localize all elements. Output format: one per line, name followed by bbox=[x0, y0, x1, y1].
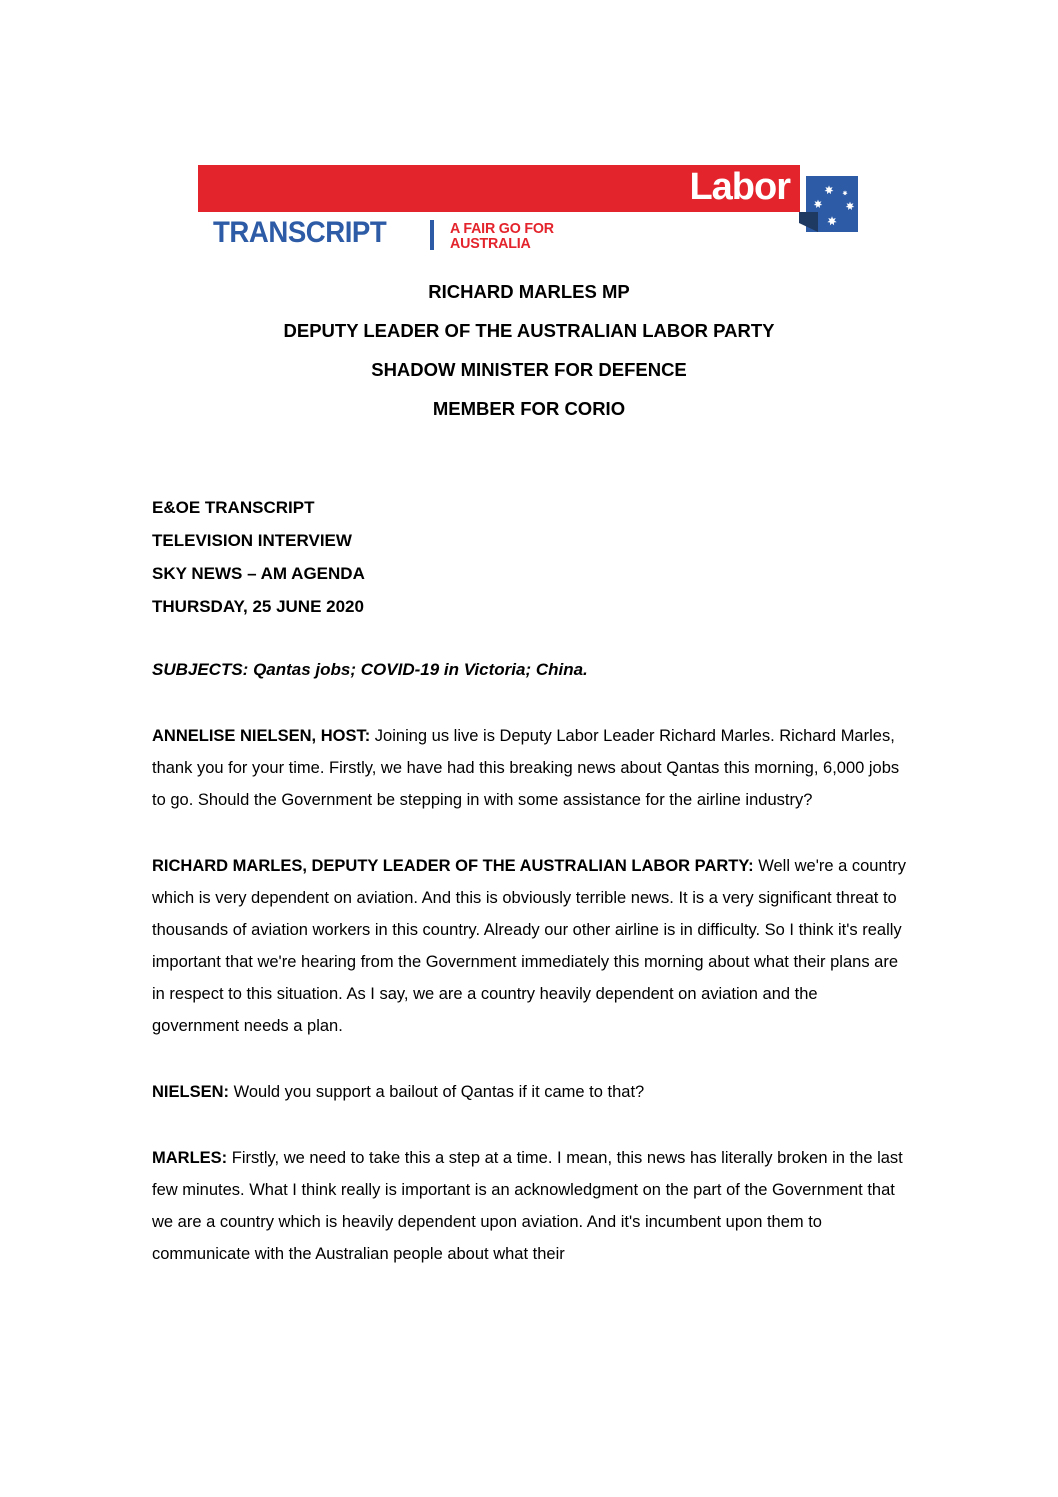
speaker-label: NIELSEN: bbox=[152, 1083, 230, 1101]
speech-text: Well we're a country which is very dependent on aviation. And this is obviously terrible news. It is a very significant threat to thousands of aviation workers in this country. Already our other airline is in difficulty. So I think it's really important that we're hearing from the Government immediately this morning about what their plans are in respect to this situation. As I say, we are a country heavily dependent on aviation and the government needs a plan. bbox=[152, 857, 906, 1035]
transcript-wordmark: TRANSCRIPT bbox=[213, 216, 387, 249]
meta-line-date: THURSDAY, 25 JUNE 2020 bbox=[152, 597, 364, 616]
meta-line-eoe: E&OE TRANSCRIPT bbox=[152, 498, 315, 517]
meta-block bbox=[152, 491, 906, 623]
speaker-label: RICHARD MARLES, DEPUTY LEADER OF THE AUSTRALIAN LABOR PARTY: bbox=[152, 857, 754, 875]
speech-text: Would you support a bailout of Qantas if it came to that? bbox=[233, 1083, 645, 1101]
title-line-role-1: DEPUTY LEADER OF THE AUSTRALIAN LABOR PARTY bbox=[283, 320, 775, 341]
meta-line-program: SKY NEWS – AM AGENDA bbox=[152, 564, 365, 583]
title-line-name: RICHARD MARLES MP bbox=[428, 281, 630, 302]
speaker-label: ANNELISE NIELSEN, HOST: bbox=[152, 727, 371, 745]
tagline-line-2: AUSTRALIA bbox=[450, 235, 531, 252]
labor-wordmark: Labor bbox=[689, 166, 790, 208]
speaker-label: MARLES: bbox=[152, 1149, 228, 1167]
tagline-line-1: A FAIR GO FOR bbox=[450, 220, 554, 237]
transcript-paragraph bbox=[152, 1076, 906, 1108]
title-block bbox=[152, 272, 906, 428]
transcript-paragraph bbox=[152, 720, 906, 816]
transcript-paragraph bbox=[152, 1142, 906, 1270]
meta-line-medium: TELEVISION INTERVIEW bbox=[152, 531, 352, 550]
title-line-role-2: SHADOW MINISTER FOR DEFENCE bbox=[371, 359, 687, 380]
transcript-paragraph bbox=[152, 850, 906, 1042]
speech-text: Firstly, we need to take this a step at a time. I mean, this news has literally broken in the last few minutes. What I think really is important is an acknowledgment on the part of the Government that we are a country which is heavily dependent upon aviation. And it's incumbent upon them to communicate with the Australian people about what their bbox=[152, 1149, 903, 1263]
title-line-role-3: MEMBER FOR CORIO bbox=[432, 398, 626, 419]
subjects-line: SUBJECTS: Qantas jobs; COVID-19 in Victoria; China. bbox=[152, 660, 588, 679]
speech-text: Joining us live is Deputy Labor Leader Richard Marles. Richard Marles, thank you for your time. Firstly, we have had this breaking news about Qantas this morning, 6,000 jobs to go. Should the Government be stepping in with some assistance for the airline industry? bbox=[152, 727, 900, 809]
